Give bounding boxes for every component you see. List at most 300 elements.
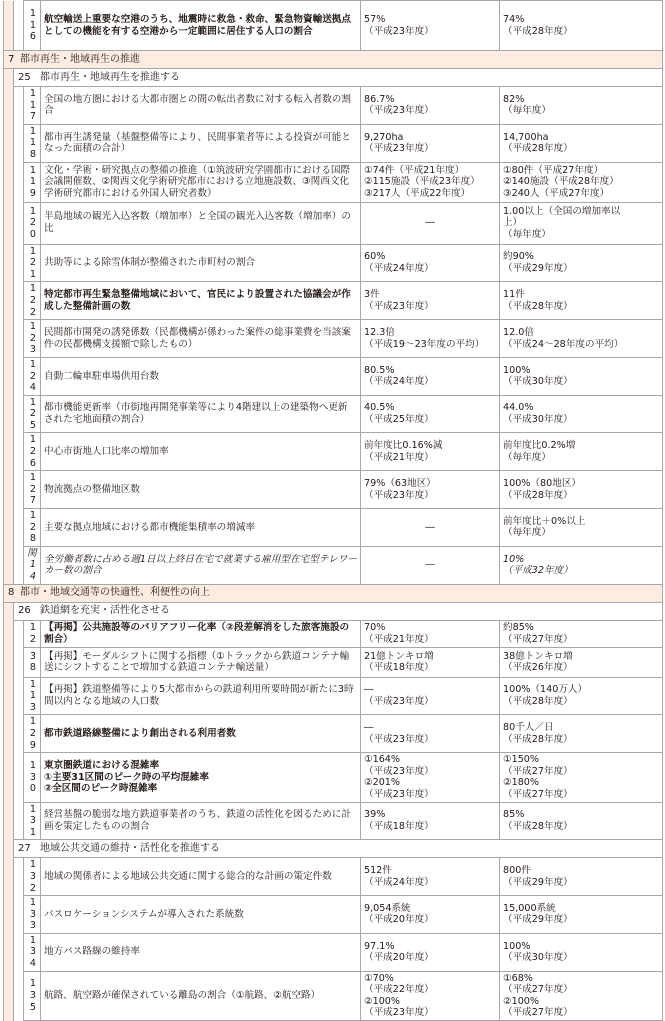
indicator-number: 117 [24, 87, 41, 125]
target-value [500, 202, 663, 244]
indicator-number: 135 [24, 971, 41, 1020]
indent-cell [4, 933, 14, 971]
indicator-row [4, 357, 663, 395]
indicator-row [4, 753, 663, 802]
section-header [4, 584, 663, 602]
target-line: 約85% [503, 622, 534, 633]
baseline-line: 9,270ha [364, 131, 404, 143]
target-value [500, 87, 663, 125]
target-value [500, 320, 663, 358]
baseline-value [361, 357, 500, 395]
baseline-value [361, 433, 500, 471]
indicator-number: 134 [24, 933, 41, 971]
target-line: ②100% [503, 995, 540, 1007]
target-line: （平成27年度） [503, 765, 573, 777]
target-value [500, 509, 663, 547]
target-line: 85% [503, 809, 525, 821]
baseline-line: ②115施設（平成23年度） [364, 176, 480, 188]
baseline-line: 3件 [364, 289, 380, 301]
target-line: 15,000系統 [503, 902, 556, 914]
indicator-name: 全国の地方圏における大都市圏との間の転出者数に対する転入者数の割合 [41, 87, 361, 125]
indicator-name: 半島地域の観光入込客数（増加率）と全国の観光入込客数（増加率）の比 [41, 202, 361, 244]
baseline-line: 12.3倍 [364, 326, 395, 338]
indicator-number: 123 [24, 320, 41, 358]
baseline-value [361, 124, 500, 162]
target-value [500, 753, 663, 802]
indent-cell [4, 357, 14, 395]
target-line: 100%（140万人） [503, 684, 588, 696]
target-line: （平成28年度） [503, 300, 573, 312]
baseline-line: ②100% [364, 995, 401, 1007]
target-value [500, 1, 663, 51]
target-value [500, 244, 663, 282]
measure-header-row [4, 602, 663, 620]
baseline-line: ― [425, 521, 435, 533]
indicator-number: 129 [24, 715, 41, 753]
target-line: 前年度比0.2%増 [503, 440, 576, 452]
target-line: （毎年度） [503, 228, 551, 240]
baseline-line: 80.5% [364, 364, 395, 376]
indent-cell [14, 933, 24, 971]
target-value [500, 858, 663, 896]
indent-cell [4, 802, 14, 840]
target-line: 800件 [503, 865, 531, 877]
target-line: 約90% [503, 251, 534, 263]
target-line: ②140施設（平成28年度） [503, 176, 619, 188]
indicator-name: 共助等による除雪体制が整備された市町村の割合 [41, 244, 361, 282]
section-title: 都市再生・地域再生の推進 [20, 53, 140, 65]
baseline-line: ①164% [364, 754, 401, 766]
target-line: 1.00以上（全国の増加率以 [503, 205, 621, 217]
baseline-value [361, 1, 500, 51]
target-line: （平成27年度） [503, 1007, 573, 1019]
indicator-row [4, 802, 663, 840]
indicator-row [4, 202, 663, 244]
indent-cell [14, 244, 24, 282]
target-value [500, 395, 663, 433]
baseline-line: 9,054系統 [364, 902, 411, 914]
target-line: （平成28年度） [503, 733, 573, 745]
indent-cell [4, 620, 14, 647]
target-value [500, 357, 663, 395]
baseline-line: （平成24年度） [364, 876, 434, 888]
baseline-line: （平成25年度） [364, 414, 434, 426]
baseline-line: ②201% [364, 777, 401, 789]
indicator-name: 経営基盤の脆弱な地方鉄道事業者のうち、鉄道の活性化を図るために計画を策定したものの割合 [41, 802, 361, 840]
baseline-line: ― [364, 722, 374, 734]
indicator-number: 113 [24, 677, 41, 715]
indent-cell [4, 87, 14, 125]
target-line: ①150% [503, 754, 540, 766]
baseline-line: 86.7% [364, 93, 395, 105]
baseline-line: （平成23年度） [364, 733, 434, 745]
indent-cell [4, 1, 14, 51]
indicator-number: 128 [24, 509, 41, 547]
indicator-number: 関14 [24, 546, 41, 584]
baseline-line: （平成23年度） [364, 489, 434, 501]
indent-cell [14, 320, 24, 358]
indicator-name-line: ②全区間のピーク時混雑率 [44, 783, 158, 795]
baseline-line: （平成22年度） [364, 984, 434, 996]
indent-cell [14, 162, 24, 202]
indent-cell [14, 509, 24, 547]
indicator-name-line: 東京圏鉄道における混雑率 [44, 759, 160, 771]
target-value [500, 677, 663, 715]
indent-cell [14, 546, 24, 584]
baseline-value [361, 282, 500, 320]
indent-cell [14, 896, 24, 934]
indicator-name: 【再掲】公共施設等のバリアフリー化率（②段差解消をした旅客施設の割合） [41, 620, 361, 647]
indicator-row [4, 433, 663, 471]
indent-cell [14, 802, 24, 840]
indicator-number: 127 [24, 471, 41, 509]
baseline-line: （平成21年度） [364, 451, 434, 463]
baseline-value [361, 162, 500, 202]
baseline-value [361, 647, 500, 677]
section-header-row [4, 584, 663, 602]
indent-cell [4, 602, 14, 620]
indent-cell [4, 471, 14, 509]
indicator-name: 物流拠点の整備地区数 [41, 471, 361, 509]
indent-cell [4, 840, 14, 858]
measure-number: 27 [18, 843, 31, 855]
indicator-row [4, 647, 663, 677]
baseline-value [361, 509, 500, 547]
target-line: （平成28年度） [503, 695, 573, 707]
indent-cell [4, 753, 14, 802]
measure-title: 都市再生・地域再生を推進する [40, 71, 180, 83]
indent-cell [14, 282, 24, 320]
baseline-line: （平成23年度） [364, 300, 434, 312]
indent-cell [4, 858, 14, 896]
indicator-number: 126 [24, 433, 41, 471]
baseline-value [361, 471, 500, 509]
indent-cell [14, 677, 24, 715]
target-line: （毎年度） [503, 105, 551, 117]
indent-cell [4, 162, 14, 202]
target-value [500, 433, 663, 471]
indicator-row [4, 282, 663, 320]
target-line: （平成29年度） [503, 914, 573, 926]
target-line: （平成27年度） [503, 984, 573, 996]
indicator-number: 118 [24, 124, 41, 162]
baseline-value [361, 395, 500, 433]
section-number: 7 [8, 53, 15, 65]
baseline-line: ③217人（平成22年度） [364, 187, 471, 199]
target-line: （平成26年度） [503, 662, 573, 674]
indicator-name: 【再掲】モーダルシフトに関する指標（①トラックから鉄道コンテナ輸送にシフトすることで増加する鉄道コンテナ輸送量） [41, 647, 361, 677]
target-value [500, 971, 663, 1020]
baseline-line: （平成20年度） [364, 914, 434, 926]
target-value [500, 933, 663, 971]
indicator-row [4, 320, 663, 358]
target-value [500, 162, 663, 202]
measure-header [14, 69, 663, 87]
baseline-line: （平成23年度） [364, 1007, 434, 1019]
baseline-line: 60% [364, 251, 386, 263]
indent-cell [4, 320, 14, 358]
baseline-line: 前年度比0.16%減 [364, 440, 443, 452]
indicator-name: 地域の関係者による地域公共交通に関する総合的な計画の策定件数 [41, 858, 361, 896]
target-value [500, 546, 663, 584]
indent-cell [4, 433, 14, 471]
baseline-line: 21億トンキロ増 [364, 650, 434, 662]
baseline-value [361, 620, 500, 647]
indent-cell [14, 971, 24, 1020]
measure-title: 鉄道網を充実・活性化させる [40, 605, 170, 617]
target-line: （平成30年度） [503, 376, 573, 388]
target-line: 100% [503, 940, 531, 952]
target-line: 44.0% [503, 402, 534, 414]
indicator-name: 中心市街地人口比率の増加率 [41, 433, 361, 471]
indent-cell [14, 124, 24, 162]
target-line: （平成30年度） [503, 952, 573, 964]
target-value [500, 647, 663, 677]
measure-header [14, 840, 663, 858]
baseline-line: （平成18年度） [364, 820, 434, 832]
indicator-row [4, 677, 663, 715]
indicator-number: 124 [24, 357, 41, 395]
baseline-value [361, 753, 500, 802]
target-line: 14,700ha [503, 131, 549, 143]
indicator-row [4, 933, 663, 971]
baseline-line: （平成24年度） [364, 376, 434, 388]
indicator-name: 航路、航空路が確保されている離島の割合（①航路、②航空路） [41, 971, 361, 1020]
target-line: 74% [503, 13, 525, 25]
indicator-number: 119 [24, 162, 41, 202]
indent-cell [4, 971, 14, 1020]
indicator-name: 都市再生誘発量（基盤整備等により、民間事業者等による投資が可能となった面積の合計） [41, 124, 361, 162]
target-line: 80千人／日 [503, 722, 554, 734]
indent-cell [14, 202, 24, 244]
baseline-value [361, 715, 500, 753]
target-line: （平成27年度） [503, 633, 573, 645]
indicator-name: 文化・学術・研究拠点の整備の推進（①筑波研究学園都市における国際会議開催数、②関西文化学術研究都市における立地施設数、③関西文化学術研究都市における外国人研究者数） [41, 162, 361, 202]
target-line: 前年度比＋0%以上 [503, 515, 586, 527]
baseline-value [361, 202, 500, 244]
indicator-row [4, 858, 663, 896]
measure-header [14, 602, 663, 620]
indicator-row [4, 896, 663, 934]
baseline-line: ― [425, 559, 435, 571]
indicator-name: 地方バス路線の維持率 [41, 933, 361, 971]
target-line: （平成24～28年度の平均） [503, 338, 624, 350]
indent-cell [4, 677, 14, 715]
target-line: （平成30年度） [503, 414, 573, 426]
target-line: （平成28年度） [503, 143, 573, 155]
baseline-value [361, 933, 500, 971]
indent-cell [14, 647, 24, 677]
indicator-name: 都市機能更新率（市街地再開発事業等により4階建以上の建築物へ更新された宅地面積の割合） [41, 395, 361, 433]
baseline-value [361, 858, 500, 896]
baseline-line: （平成23年度） [364, 143, 434, 155]
target-line: 10% [503, 553, 525, 565]
section-number: 8 [8, 587, 15, 599]
indicator-name: 航空輸送上重要な空港のうち、地震時に救急・救命、緊急物資輸送拠点としての機能を有する空港から一定範囲に居住する人口の割合 [41, 1, 361, 51]
indicator-number: 116 [24, 1, 41, 51]
target-value [500, 124, 663, 162]
target-line: （平成29年度） [503, 876, 573, 888]
indicator-number: 130 [24, 753, 41, 802]
target-line: 100%（80地区） [503, 478, 582, 490]
kpi-table [3, 0, 663, 1021]
section-title: 都市・地域交通等の快適性、利便性の向上 [20, 587, 210, 599]
baseline-line: （平成23年度） [364, 765, 434, 777]
target-line: ①68% [503, 972, 533, 984]
indicator-row [4, 509, 663, 547]
target-line: 100% [503, 364, 531, 376]
indicator-row [4, 1, 663, 51]
indicator-row [4, 971, 663, 1020]
baseline-line: 97.1% [364, 940, 395, 952]
indicator-number: 132 [24, 858, 41, 896]
target-value [500, 620, 663, 647]
target-line: （平成28年度） [503, 489, 573, 501]
baseline-value [361, 87, 500, 125]
target-line: 上） [503, 217, 523, 229]
baseline-value [361, 546, 500, 584]
indent-cell [4, 69, 14, 87]
indicator-row [4, 124, 663, 162]
section-header [4, 51, 663, 69]
indent-cell [14, 87, 24, 125]
indicator-name [41, 753, 361, 802]
target-line: （毎年度） [503, 527, 551, 539]
baseline-line: （平成23年度） [364, 695, 434, 707]
target-value [500, 802, 663, 840]
indicator-name: 主要な拠点地域における都市機能集積率の増減率 [41, 509, 361, 547]
indent-cell [4, 124, 14, 162]
indent-cell [14, 395, 24, 433]
indent-cell [4, 715, 14, 753]
indicator-row [4, 620, 663, 647]
indent-cell [14, 433, 24, 471]
indent-cell [4, 509, 14, 547]
indent-cell [4, 202, 14, 244]
baseline-line: 57% [364, 13, 386, 25]
baseline-line: 79%（63地区） [364, 478, 436, 490]
baseline-line: （平成21年度） [364, 633, 434, 645]
baseline-value [361, 677, 500, 715]
baseline-line: ①70% [364, 972, 394, 984]
indicator-name: 全労働者数に占める週1日以上終日在宅で就業する雇用型在宅型テレワーカー数の割合 [41, 546, 361, 584]
target-line: （平成32年度） [503, 565, 573, 577]
measure-number: 25 [18, 71, 31, 83]
indent-cell [4, 647, 14, 677]
indicator-number: 12 [24, 620, 41, 647]
baseline-line: （平成24年度） [364, 262, 434, 274]
indicator-row [4, 546, 663, 584]
target-line: （平成28年度） [503, 820, 573, 832]
baseline-value [361, 802, 500, 840]
baseline-value [361, 971, 500, 1020]
baseline-line: 70% [364, 622, 386, 633]
target-line: ③240人（平成27年度） [503, 187, 610, 199]
target-value [500, 471, 663, 509]
target-line: 12.0倍 [503, 326, 534, 338]
target-value [500, 282, 663, 320]
indent-cell [14, 471, 24, 509]
indicator-number: 125 [24, 395, 41, 433]
section-header-row [4, 51, 663, 69]
indent-cell [4, 896, 14, 934]
target-line: ①80件（平成27年度） [503, 164, 604, 176]
baseline-line: ①74件（平成21年度） [364, 164, 465, 176]
indicator-name: 特定都市再生緊急整備地域において、官民により設置された協議会が作成した整備計画の数 [41, 282, 361, 320]
indent-cell [14, 357, 24, 395]
indicator-name: 【再掲】鉄道整備等により5大都市からの鉄道利用所要時間が新たに3時間以内となる地域の人口数 [41, 677, 361, 715]
indicator-name: 民間都市開発の誘発係数（民都機構が係わった案件の総事業費を当該案件の民都機構支援額で除したもの） [41, 320, 361, 358]
indent-cell [4, 244, 14, 282]
indicator-row [4, 471, 663, 509]
indicator-number: 120 [24, 202, 41, 244]
indicator-number: 121 [24, 244, 41, 282]
indicator-number: 38 [24, 647, 41, 677]
kpi-table-body [4, 1, 663, 1021]
baseline-line: （平成19～23年度の平均） [364, 338, 485, 350]
indent-cell [14, 858, 24, 896]
baseline-line: ― [425, 217, 435, 229]
baseline-line: ― [364, 684, 374, 696]
baseline-line: 40.5% [364, 402, 395, 414]
target-line: （毎年度） [503, 451, 551, 463]
target-line: 82% [503, 93, 525, 105]
target-line: ②180% [503, 777, 540, 789]
target-value [500, 715, 663, 753]
indicator-name-line: ①主要31区間のピーク時の平均混雑率 [44, 771, 209, 783]
indicator-name: 都市鉄道路線整備により創出される利用者数 [41, 715, 361, 753]
baseline-line: 512件 [364, 865, 392, 877]
baseline-line: （平成23年度） [364, 105, 434, 117]
target-line: （平成29年度） [503, 262, 573, 274]
indicator-row [4, 244, 663, 282]
target-line: 38億トンキロ増 [503, 650, 573, 662]
baseline-line: （平成23年度） [364, 25, 434, 37]
indent-cell [4, 395, 14, 433]
indent-cell [14, 620, 24, 647]
baseline-value [361, 320, 500, 358]
target-line: 11件 [503, 289, 525, 301]
indicator-row [4, 162, 663, 202]
baseline-line: （平成20年度） [364, 952, 434, 964]
indicator-name: 自動二輪車駐車場供用台数 [41, 357, 361, 395]
measure-header-row [4, 69, 663, 87]
measure-number: 26 [18, 605, 31, 617]
indicator-row [4, 87, 663, 125]
indicator-number: 122 [24, 282, 41, 320]
indent-cell [14, 753, 24, 802]
indent-cell [4, 546, 14, 584]
baseline-line: （平成23年度） [364, 788, 434, 800]
indent-cell [14, 715, 24, 753]
baseline-value [361, 244, 500, 282]
baseline-line: 39% [364, 809, 386, 821]
target-line: （平成28年度） [503, 25, 573, 37]
indicator-row [4, 715, 663, 753]
baseline-value [361, 896, 500, 934]
measure-header-row [4, 840, 663, 858]
baseline-line: （平成18年度） [364, 662, 434, 674]
indicator-number: 131 [24, 802, 41, 840]
indent-cell [14, 1, 24, 51]
indicator-number: 133 [24, 896, 41, 934]
measure-title: 地域公共交通の維持・活性化を推進する [40, 843, 220, 855]
indent-cell [4, 282, 14, 320]
target-line: （平成27年度） [503, 788, 573, 800]
indicator-name: バスロケーションシステムが導入された系統数 [41, 896, 361, 934]
indicator-row [4, 395, 663, 433]
target-value [500, 896, 663, 934]
